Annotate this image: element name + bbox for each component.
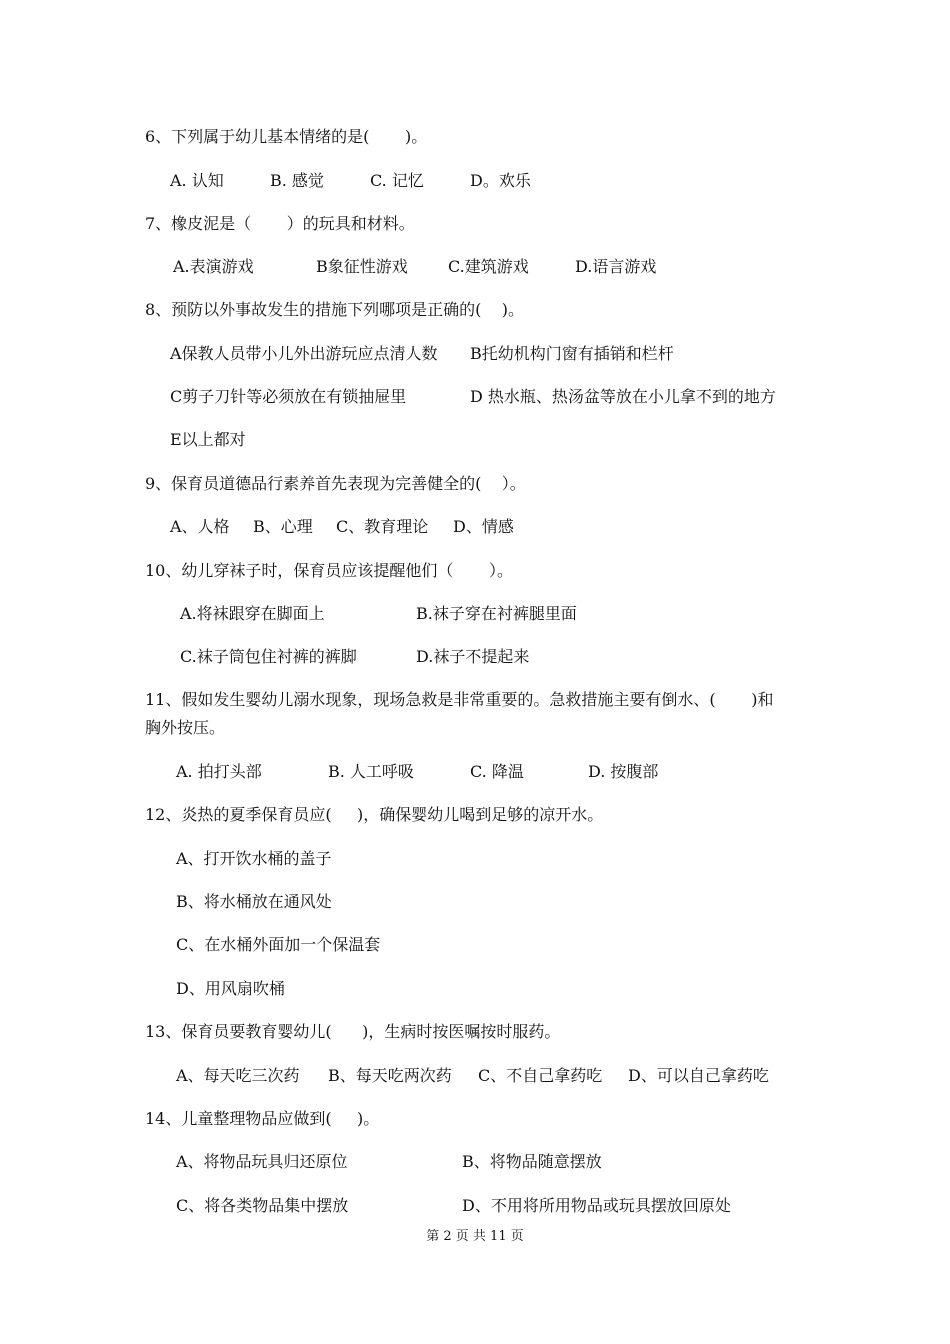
question-9-option-d: D、情感	[453, 517, 514, 536]
question-9-option-c: C、教育理论	[336, 517, 429, 536]
question-9-option-a: A、人格	[170, 517, 230, 536]
question-10-option-a: A.将袜跟穿在脚面上	[180, 604, 325, 623]
question-11-stem-line1: 11、假如发生婴幼儿溺水现象，现场急救是非常重要的。急救措施主要有倒水、( )和	[145, 690, 774, 709]
question-7-option-c: C.建筑游戏	[448, 257, 529, 276]
question-13-option-c: C、不自己拿药吃	[478, 1066, 603, 1085]
question-9-stem: 9、保育员道德品行素养首先表现为完善健全的( ）。	[145, 474, 526, 493]
question-11-stem-line2: 胸外按压。	[145, 718, 226, 737]
question-11-option-a: A. 拍打头部	[176, 762, 262, 781]
question-12-option-a: A、打开饮水桶的盖子	[176, 849, 332, 868]
question-13-stem: 13、保育员要教育婴幼儿( )，生病时按医嘱按时服药。	[145, 1022, 561, 1041]
question-14-option-b: B、将物品随意摆放	[462, 1152, 602, 1171]
question-14-option-a: A、将物品玩具归还原位	[176, 1152, 348, 1171]
question-10-option-d: D.袜子不提起来	[416, 647, 530, 666]
question-13-option-d: D、可以自己拿药吃	[628, 1066, 769, 1085]
question-13-option-b: B、每天吃两次药	[328, 1066, 452, 1085]
question-13-option-a: A、每天吃三次药	[176, 1066, 300, 1085]
question-6-option-b: B. 感觉	[270, 171, 324, 190]
question-14-option-c: C、将各类物品集中摆放	[176, 1196, 349, 1215]
question-11-option-b: B. 人工呼吸	[328, 762, 414, 781]
question-8-option-c: C剪子刀针等必须放在有锁抽屉里	[170, 387, 407, 406]
question-7-option-b: B象征性游戏	[316, 257, 408, 276]
question-8-stem: 8、预防以外事故发生的措施下列哪项是正确的( )。	[145, 300, 525, 319]
question-8-option-e: E以上都对	[170, 430, 246, 449]
question-8-option-b: B托幼机构门窗有插销和栏杆	[470, 344, 674, 363]
question-8-option-a: A保教人员带小儿外出游玩应点清人数	[170, 344, 438, 363]
question-7-option-a: A.表演游戏	[173, 257, 254, 276]
question-7-option-d: D.语言游戏	[575, 257, 657, 276]
question-10-option-b: B.袜子穿在衬裤腿里面	[416, 604, 577, 623]
question-10-option-c: C.袜子筒包住衬裤的裤脚	[180, 647, 357, 666]
question-12-option-d: D、用风扇吹桶	[176, 979, 285, 998]
question-11-option-c: C. 降温	[470, 762, 524, 781]
question-8-option-d: D 热水瓶、热汤盆等放在小儿拿不到的地方	[470, 387, 776, 406]
question-12-option-b: B、将水桶放在通风处	[176, 892, 332, 911]
question-12-stem: 12、炎热的夏季保育员应( )，确保婴幼儿喝到足够的凉开水。	[145, 805, 604, 824]
question-14-stem: 14、儿童整理物品应做到( )。	[145, 1109, 380, 1128]
question-11-option-d: D. 按腹部	[588, 762, 659, 781]
page-footer: 第 2 页 共 11 页	[426, 1229, 524, 1244]
question-6-option-d: D。欢乐	[470, 171, 531, 190]
question-6-stem: 6、下列属于幼儿基本情绪的是( )。	[145, 127, 428, 146]
question-7-stem: 7、橡皮泥是（ ）的玩具和材料。	[145, 214, 415, 233]
question-6-option-c: C. 记忆	[370, 171, 424, 190]
question-9-option-b: B、心理	[253, 517, 313, 536]
question-6-option-a: A. 认知	[170, 171, 224, 190]
question-14-option-d: D、不用将所用物品或玩具摆放回原处	[462, 1196, 731, 1215]
question-10-stem: 10、幼儿穿袜子时，保育员应该提醒他们（ ）。	[145, 561, 513, 580]
question-12-option-c: C、在水桶外面加一个保温套	[176, 935, 381, 954]
